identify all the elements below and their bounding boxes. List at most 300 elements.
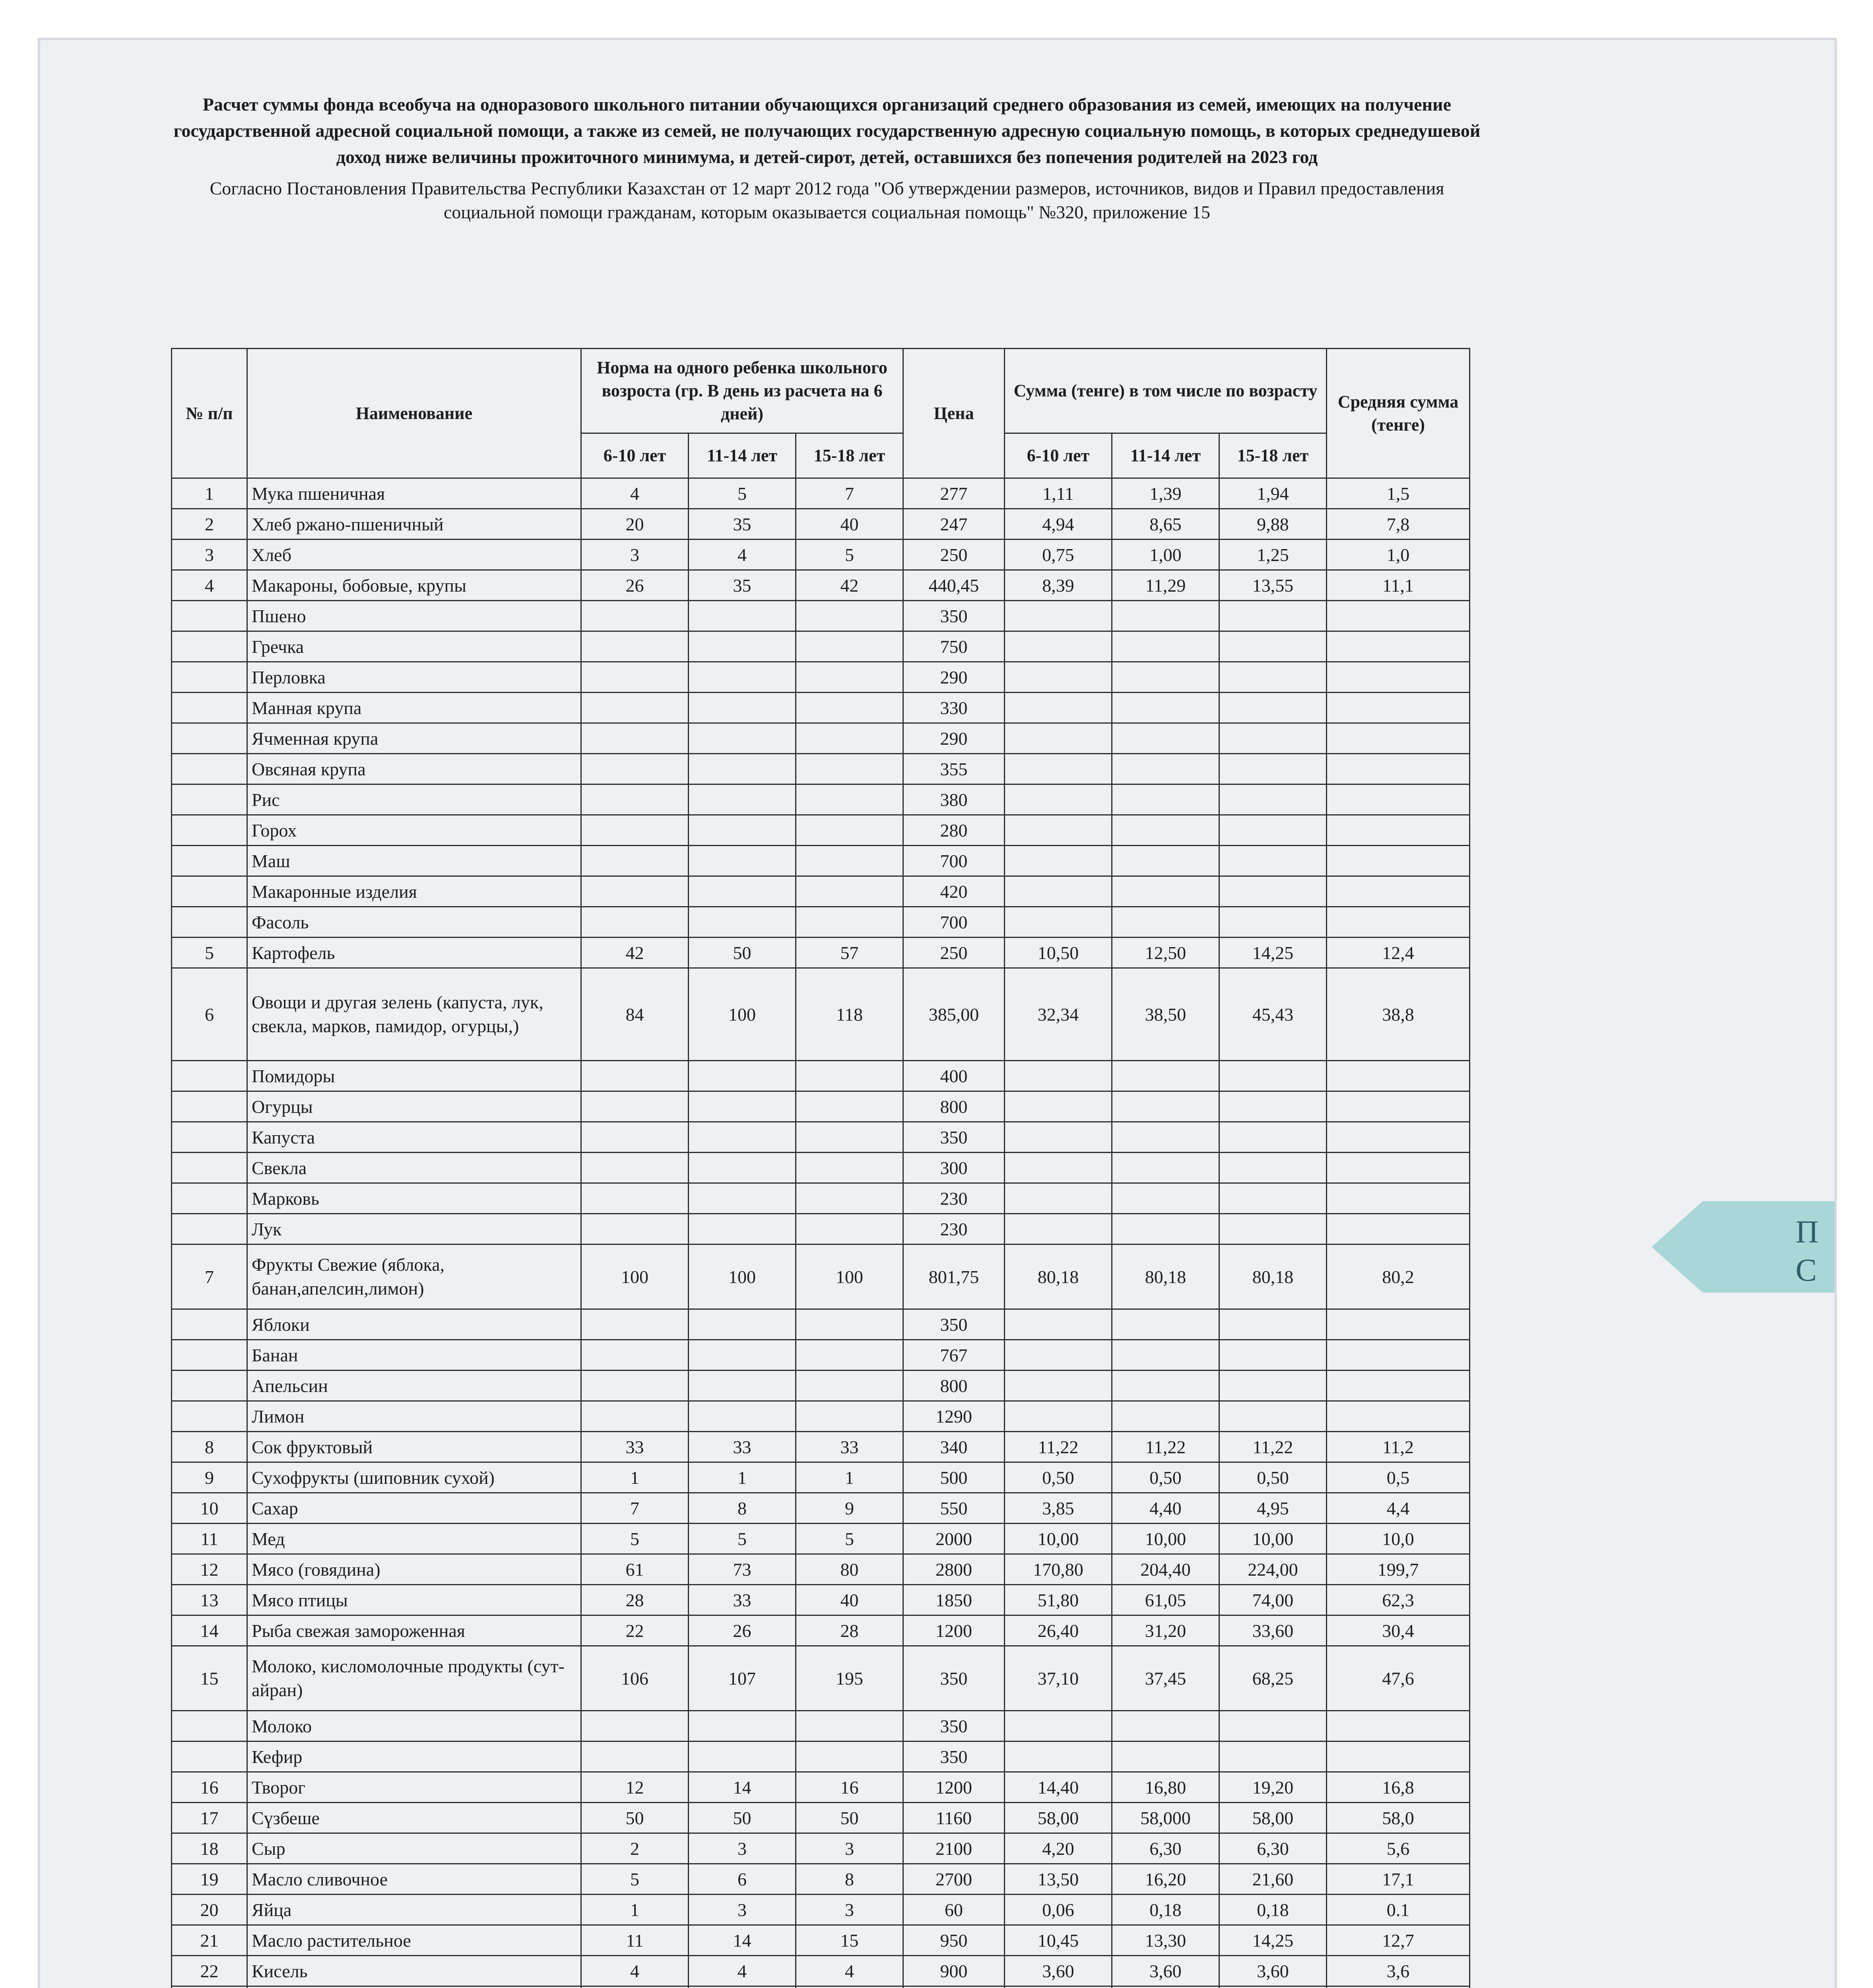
row-sum-11-14-cell: 0,50 xyxy=(1112,1462,1219,1493)
row-num-cell xyxy=(172,1340,247,1371)
row-num-cell xyxy=(172,1401,247,1432)
row-name-cell: Сок фруктовый xyxy=(247,1432,581,1462)
row-avg-cell: 30,4 xyxy=(1327,1615,1470,1646)
food-norms-table xyxy=(171,348,1470,1988)
row-sum-6-10-cell: 3,60 xyxy=(1005,1956,1112,1986)
row-norm-15-18-cell xyxy=(796,907,903,938)
row-price-cell: 800 xyxy=(903,1371,1005,1401)
table-row xyxy=(172,631,1470,662)
row-num-cell: 6 xyxy=(172,968,247,1061)
row-num-cell: 9 xyxy=(172,1462,247,1493)
row-sum-15-18-cell: 1,94 xyxy=(1219,478,1327,509)
row-norm-6-10-cell xyxy=(581,1091,689,1122)
row-norm-11-14-cell: 50 xyxy=(689,938,796,968)
row-norm-11-14-cell xyxy=(689,754,796,784)
row-num-cell xyxy=(172,1061,247,1091)
table-row xyxy=(172,1432,1470,1462)
row-sum-6-10-cell: 3,85 xyxy=(1005,1493,1112,1524)
row-price-cell: 550 xyxy=(903,1493,1005,1524)
table-row xyxy=(172,601,1470,631)
row-norm-6-10-cell xyxy=(581,784,689,815)
row-sum-11-14-cell: 1,39 xyxy=(1112,478,1219,509)
row-num-cell xyxy=(172,1371,247,1401)
row-sum-15-18-cell xyxy=(1219,1371,1327,1401)
row-price-cell: 801,75 xyxy=(903,1244,1005,1309)
row-norm-6-10-cell: 1 xyxy=(581,1462,689,1493)
row-sum-11-14-cell: 31,20 xyxy=(1112,1615,1219,1646)
header-avg: Средняя сумма (тенге) xyxy=(1327,349,1470,478)
row-norm-15-18-cell xyxy=(796,1401,903,1432)
table-row xyxy=(172,723,1470,754)
row-norm-11-14-cell xyxy=(689,815,796,846)
row-norm-11-14-cell xyxy=(689,846,796,876)
row-norm-11-14-cell xyxy=(689,1401,796,1432)
row-num-cell xyxy=(172,693,247,723)
row-avg-cell xyxy=(1327,1711,1470,1741)
row-price-cell: 60 xyxy=(903,1895,1005,1925)
row-norm-11-14-cell: 1 xyxy=(689,1462,796,1493)
row-norm-11-14-cell xyxy=(689,1986,796,1988)
row-norm-11-14-cell xyxy=(689,1183,796,1214)
row-avg-cell xyxy=(1327,1309,1470,1340)
table-row xyxy=(172,1524,1470,1554)
table-row xyxy=(172,1803,1470,1833)
row-sum-6-10-cell xyxy=(1005,1153,1112,1183)
row-num-cell xyxy=(172,876,247,907)
row-norm-6-10-cell xyxy=(581,662,689,693)
row-norm-15-18-cell xyxy=(796,1214,903,1244)
row-sum-6-10-cell: 1,11 xyxy=(1005,478,1112,509)
row-avg-cell xyxy=(1327,662,1470,693)
row-sum-15-18-cell: 68,25 xyxy=(1219,1646,1327,1711)
row-norm-11-14-cell: 100 xyxy=(689,1244,796,1309)
row-norm-11-14-cell: 4 xyxy=(689,1956,796,1986)
row-norm-11-14-cell: 107 xyxy=(689,1646,796,1711)
row-norm-15-18-cell xyxy=(796,1091,903,1122)
row-price-cell: 500 xyxy=(903,1462,1005,1493)
row-norm-15-18-cell: 3 xyxy=(796,1895,903,1925)
row-norm-6-10-cell xyxy=(581,1214,689,1244)
table-row xyxy=(172,693,1470,723)
row-sum-6-10-cell xyxy=(1005,876,1112,907)
table-row xyxy=(172,938,1470,968)
row-avg-cell: 12,7 xyxy=(1327,1925,1470,1956)
table-row xyxy=(172,1214,1470,1244)
header-num: № п/п xyxy=(172,349,247,478)
row-avg-cell: 47,6 xyxy=(1327,1646,1470,1711)
row-avg-cell: 62,3 xyxy=(1327,1585,1470,1615)
row-sum-11-14-cell xyxy=(1112,815,1219,846)
row-sum-6-10-cell: 80,18 xyxy=(1005,1244,1112,1309)
row-price-cell: 355 xyxy=(903,754,1005,784)
row-price-cell: 300 xyxy=(903,1153,1005,1183)
table-row xyxy=(172,1371,1470,1401)
row-sum-15-18-cell xyxy=(1219,1183,1327,1214)
row-norm-11-14-cell: 3 xyxy=(689,1833,796,1864)
row-avg-cell xyxy=(1327,1371,1470,1401)
row-norm-11-14-cell: 33 xyxy=(689,1432,796,1462)
table-body xyxy=(172,478,1470,1988)
row-name-cell: Фрукты Свежие (яблока, банан,апелсин,лимон) xyxy=(247,1244,581,1309)
row-norm-15-18-cell xyxy=(796,846,903,876)
row-norm-11-14-cell: 8 xyxy=(689,1493,796,1524)
row-num-cell xyxy=(172,662,247,693)
row-sum-15-18-cell xyxy=(1219,876,1327,907)
row-sum-6-10-cell: 58,00 xyxy=(1005,1803,1112,1833)
row-num-cell: 17 xyxy=(172,1803,247,1833)
row-sum-6-10-cell xyxy=(1005,784,1112,815)
row-sum-6-10-cell: 37,10 xyxy=(1005,1646,1112,1711)
row-sum-11-14-cell xyxy=(1112,662,1219,693)
row-sum-15-18-cell: 74,00 xyxy=(1219,1585,1327,1615)
row-sum-15-18-cell: 19,20 xyxy=(1219,1772,1327,1803)
row-num-cell: 13 xyxy=(172,1585,247,1615)
row-norm-6-10-cell: 42 xyxy=(581,938,689,968)
row-sum-6-10-cell: 14,40 xyxy=(1005,1772,1112,1803)
row-sum-6-10-cell xyxy=(1005,1214,1112,1244)
table-row xyxy=(172,815,1470,846)
table-row xyxy=(172,1153,1470,1183)
row-norm-6-10-cell xyxy=(581,1061,689,1091)
header-norm-age-15-18: 15-18 лет xyxy=(796,433,903,478)
row-norm-15-18-cell: 8 xyxy=(796,1864,903,1895)
row-norm-15-18-cell xyxy=(796,662,903,693)
row-sum-11-14-cell xyxy=(1112,846,1219,876)
row-price-cell: 700 xyxy=(903,846,1005,876)
row-sum-15-18-cell xyxy=(1219,662,1327,693)
row-sum-6-10-cell xyxy=(1005,1986,1112,1988)
row-avg-cell: 16,8 xyxy=(1327,1772,1470,1803)
row-name-cell: Сүзбеше xyxy=(247,1803,581,1833)
row-price-cell: 1200 xyxy=(903,1615,1005,1646)
row-sum-11-14-cell xyxy=(1112,754,1219,784)
row-price-cell: 800 xyxy=(903,1091,1005,1122)
header-sum-group: Сумма (тенге) в том числе по возрасту xyxy=(1005,349,1327,433)
row-norm-11-14-cell: 35 xyxy=(689,509,796,540)
row-norm-11-14-cell xyxy=(689,693,796,723)
row-avg-cell xyxy=(1327,815,1470,846)
row-sum-6-10-cell: 10,50 xyxy=(1005,938,1112,968)
row-sum-6-10-cell: 10,00 xyxy=(1005,1524,1112,1554)
row-price-cell: 2000 xyxy=(903,1524,1005,1554)
row-sum-15-18-cell: 14,25 xyxy=(1219,938,1327,968)
row-avg-cell xyxy=(1327,1986,1470,1988)
row-sum-6-10-cell xyxy=(1005,693,1112,723)
table-row xyxy=(172,1091,1470,1122)
row-sum-15-18-cell xyxy=(1219,815,1327,846)
row-price-cell: 1160 xyxy=(903,1803,1005,1833)
row-sum-15-18-cell: 10,00 xyxy=(1219,1524,1327,1554)
row-num-cell xyxy=(172,1153,247,1183)
row-sum-11-14-cell: 204,40 xyxy=(1112,1554,1219,1585)
row-num-cell: 21 xyxy=(172,1925,247,1956)
row-sum-6-10-cell: 8,39 xyxy=(1005,570,1112,601)
row-norm-11-14-cell xyxy=(689,601,796,631)
row-norm-11-14-cell xyxy=(689,1061,796,1091)
row-norm-11-14-cell xyxy=(689,1309,796,1340)
row-norm-15-18-cell xyxy=(796,1371,903,1401)
row-norm-11-14-cell: 26 xyxy=(689,1615,796,1646)
row-norm-11-14-cell: 5 xyxy=(689,478,796,509)
row-price-cell: 380 xyxy=(903,784,1005,815)
row-sum-15-18-cell: 6,30 xyxy=(1219,1833,1327,1864)
row-name-cell: Лимон xyxy=(247,1401,581,1432)
row-norm-15-18-cell xyxy=(796,1183,903,1214)
row-sum-15-18-cell: 11,22 xyxy=(1219,1432,1327,1462)
row-norm-15-18-cell: 57 xyxy=(796,938,903,968)
row-num-cell: 12 xyxy=(172,1554,247,1585)
row-sum-6-10-cell xyxy=(1005,1309,1112,1340)
row-sum-15-18-cell xyxy=(1219,1122,1327,1153)
row-sum-6-10-cell xyxy=(1005,815,1112,846)
row-sum-6-10-cell: 10,45 xyxy=(1005,1925,1112,1956)
row-name-cell: Мед xyxy=(247,1524,581,1554)
row-avg-cell: 1,5 xyxy=(1327,478,1470,509)
row-avg-cell: 11,1 xyxy=(1327,570,1470,601)
row-sum-6-10-cell xyxy=(1005,662,1112,693)
table-row xyxy=(172,1741,1470,1772)
row-avg-cell xyxy=(1327,723,1470,754)
row-norm-6-10-cell: 2 xyxy=(581,1833,689,1864)
row-norm-6-10-cell xyxy=(581,1340,689,1371)
row-sum-15-18-cell xyxy=(1219,1091,1327,1122)
row-price-cell: 230 xyxy=(903,1214,1005,1244)
row-norm-6-10-cell: 33 xyxy=(581,1432,689,1462)
row-num-cell: 3 xyxy=(172,540,247,570)
row-price-cell: 350 xyxy=(903,1309,1005,1340)
row-sum-6-10-cell xyxy=(1005,1061,1112,1091)
row-num-cell: 1 xyxy=(172,478,247,509)
row-num-cell: 15 xyxy=(172,1646,247,1711)
row-sum-11-14-cell: 37,45 xyxy=(1112,1646,1219,1711)
table-row xyxy=(172,1772,1470,1803)
row-sum-6-10-cell: 26,40 xyxy=(1005,1615,1112,1646)
row-num-cell xyxy=(172,754,247,784)
row-sum-6-10-cell: 0,50 xyxy=(1005,1462,1112,1493)
row-num-cell: 20 xyxy=(172,1895,247,1925)
row-sum-11-14-cell: 16,80 xyxy=(1112,1772,1219,1803)
row-norm-11-14-cell xyxy=(689,1340,796,1371)
table-row xyxy=(172,846,1470,876)
row-price-cell xyxy=(903,1986,1005,1988)
table-row xyxy=(172,478,1470,509)
row-norm-6-10-cell: 28 xyxy=(581,1585,689,1615)
row-norm-6-10-cell: 1 xyxy=(581,1895,689,1925)
row-sum-11-14-cell xyxy=(1112,1153,1219,1183)
row-name-cell: Яйца xyxy=(247,1895,581,1925)
row-sum-15-18-cell xyxy=(1219,907,1327,938)
row-avg-cell xyxy=(1327,1401,1470,1432)
row-norm-11-14-cell: 100 xyxy=(689,968,796,1061)
row-sum-6-10-cell xyxy=(1005,1340,1112,1371)
row-sum-6-10-cell xyxy=(1005,1741,1112,1772)
row-price-cell: 400 xyxy=(903,1061,1005,1091)
row-norm-11-14-cell xyxy=(689,1214,796,1244)
row-norm-6-10-cell: 5 xyxy=(581,1524,689,1554)
row-norm-15-18-cell: 4 xyxy=(796,1956,903,1986)
row-sum-15-18-cell: 0,50 xyxy=(1219,1462,1327,1493)
row-norm-6-10-cell xyxy=(581,907,689,938)
row-norm-15-18-cell: 33 xyxy=(796,1432,903,1462)
row-sum-15-18-cell xyxy=(1219,631,1327,662)
row-price-cell: 330 xyxy=(903,693,1005,723)
row-norm-6-10-cell xyxy=(581,693,689,723)
row-norm-11-14-cell: 6 xyxy=(689,1864,796,1895)
row-price-cell: 280 xyxy=(903,815,1005,846)
row-name-cell: Масло растительное xyxy=(247,1925,581,1956)
row-name-cell: Рис xyxy=(247,784,581,815)
row-name-cell: Яблоки xyxy=(247,1309,581,1340)
row-norm-6-10-cell xyxy=(581,846,689,876)
row-avg-cell: 11,2 xyxy=(1327,1432,1470,1462)
row-price-cell: 750 xyxy=(903,631,1005,662)
row-name-cell: Макароны, бобовые, крупы xyxy=(247,570,581,601)
row-avg-cell: 5,6 xyxy=(1327,1833,1470,1864)
row-sum-11-14-cell xyxy=(1112,784,1219,815)
header-norm-group: Норма на одного ребенка школьного возроста (гр. В день из расчета на 6 дней) xyxy=(581,349,903,433)
table-row xyxy=(172,968,1470,1061)
row-norm-6-10-cell: 11 xyxy=(581,1925,689,1956)
row-norm-15-18-cell: 195 xyxy=(796,1646,903,1711)
title-block xyxy=(171,91,1483,224)
row-norm-6-10-cell xyxy=(581,1309,689,1340)
row-sum-6-10-cell xyxy=(1005,723,1112,754)
row-sum-11-14-cell: 4,40 xyxy=(1112,1493,1219,1524)
row-sum-6-10-cell xyxy=(1005,601,1112,631)
row-name-cell: Капуста xyxy=(247,1122,581,1153)
row-norm-6-10-cell xyxy=(581,1183,689,1214)
row-norm-6-10-cell: 3 xyxy=(581,540,689,570)
row-avg-cell: 17,1 xyxy=(1327,1864,1470,1895)
row-sum-6-10-cell: 0,75 xyxy=(1005,540,1112,570)
row-sum-11-14-cell xyxy=(1112,1741,1219,1772)
row-avg-cell xyxy=(1327,1061,1470,1091)
row-price-cell: 2700 xyxy=(903,1864,1005,1895)
row-norm-15-18-cell: 9 xyxy=(796,1493,903,1524)
row-name-cell: Овсяная крупа xyxy=(247,754,581,784)
row-sum-6-10-cell xyxy=(1005,1122,1112,1153)
row-norm-11-14-cell: 14 xyxy=(689,1925,796,1956)
row-sum-15-18-cell xyxy=(1219,754,1327,784)
row-norm-15-18-cell: 1 xyxy=(796,1462,903,1493)
row-sum-15-18-cell xyxy=(1219,1741,1327,1772)
row-price-cell: 767 xyxy=(903,1340,1005,1371)
table-row xyxy=(172,1925,1470,1956)
row-avg-cell xyxy=(1327,1340,1470,1371)
row-price-cell: 230 xyxy=(903,1183,1005,1214)
row-name-cell: Мука пшеничная xyxy=(247,478,581,509)
row-avg-cell xyxy=(1327,1741,1470,1772)
row-sum-11-14-cell xyxy=(1112,1401,1219,1432)
row-norm-11-14-cell xyxy=(689,1371,796,1401)
row-norm-11-14-cell xyxy=(689,1091,796,1122)
row-norm-15-18-cell xyxy=(796,693,903,723)
row-sum-6-10-cell xyxy=(1005,631,1112,662)
row-name-cell: Гречка xyxy=(247,631,581,662)
row-avg-cell xyxy=(1327,1183,1470,1214)
row-price-cell: 290 xyxy=(903,662,1005,693)
row-norm-15-18-cell xyxy=(796,1309,903,1340)
row-sum-11-14-cell: 12,50 xyxy=(1112,938,1219,968)
row-name-cell: Свекла xyxy=(247,1153,581,1183)
row-sum-15-18-cell: 58,00 xyxy=(1219,1803,1327,1833)
row-avg-cell xyxy=(1327,1214,1470,1244)
table-row xyxy=(172,1061,1470,1091)
row-price-cell: 1200 xyxy=(903,1772,1005,1803)
row-norm-15-18-cell: 28 xyxy=(796,1615,903,1646)
row-sum-11-14-cell xyxy=(1112,1371,1219,1401)
table-row xyxy=(172,1864,1470,1895)
row-num-cell: 8 xyxy=(172,1432,247,1462)
row-norm-6-10-cell xyxy=(581,631,689,662)
row-norm-11-14-cell: 50 xyxy=(689,1803,796,1833)
row-num-cell xyxy=(172,631,247,662)
row-norm-6-10-cell xyxy=(581,754,689,784)
table-row xyxy=(172,784,1470,815)
table-row xyxy=(172,570,1470,601)
row-price-cell: 385,00 xyxy=(903,968,1005,1061)
row-norm-6-10-cell: 5 xyxy=(581,1864,689,1895)
row-name-cell: Маш xyxy=(247,846,581,876)
row-norm-15-18-cell: 15 xyxy=(796,1925,903,1956)
row-name-cell: Огурцы xyxy=(247,1091,581,1122)
row-num-cell xyxy=(172,1741,247,1772)
row-num-cell: 16 xyxy=(172,1772,247,1803)
row-sum-6-10-cell: 170,80 xyxy=(1005,1554,1112,1585)
row-avg-cell: 58,0 xyxy=(1327,1803,1470,1833)
row-avg-cell: 12,4 xyxy=(1327,938,1470,968)
row-num-cell xyxy=(172,1711,247,1741)
row-name-cell xyxy=(247,1986,581,1988)
row-norm-11-14-cell xyxy=(689,907,796,938)
row-sum-6-10-cell: 11,22 xyxy=(1005,1432,1112,1462)
row-norm-15-18-cell xyxy=(796,1153,903,1183)
row-price-cell: 290 xyxy=(903,723,1005,754)
row-name-cell: Ячменная крупа xyxy=(247,723,581,754)
row-sum-6-10-cell xyxy=(1005,1401,1112,1432)
row-norm-15-18-cell xyxy=(796,1741,903,1772)
row-norm-11-14-cell xyxy=(689,1711,796,1741)
row-avg-cell xyxy=(1327,631,1470,662)
row-sum-11-14-cell xyxy=(1112,1711,1219,1741)
row-sum-11-14-cell: 1,00 xyxy=(1112,540,1219,570)
row-norm-11-14-cell: 14 xyxy=(689,1772,796,1803)
row-norm-15-18-cell xyxy=(796,631,903,662)
row-norm-6-10-cell: 61 xyxy=(581,1554,689,1585)
row-name-cell: Марковь xyxy=(247,1183,581,1214)
row-sum-11-14-cell: 11,29 xyxy=(1112,570,1219,601)
header-norm-age-6-10: 6-10 лет xyxy=(581,433,689,478)
row-sum-11-14-cell xyxy=(1112,1340,1219,1371)
row-avg-cell: 7,8 xyxy=(1327,509,1470,540)
row-sum-11-14-cell: 38,50 xyxy=(1112,968,1219,1061)
table-row xyxy=(172,540,1470,570)
row-norm-6-10-cell: 7 xyxy=(581,1493,689,1524)
row-name-cell: Помидоры xyxy=(247,1061,581,1091)
row-sum-11-14-cell xyxy=(1112,876,1219,907)
row-name-cell: Мясо птицы xyxy=(247,1585,581,1615)
row-avg-cell xyxy=(1327,846,1470,876)
row-num-cell xyxy=(172,1309,247,1340)
header-sum-age-11-14: 11-14 лет xyxy=(1112,433,1219,478)
row-name-cell: Банан xyxy=(247,1340,581,1371)
row-num-cell xyxy=(172,1091,247,1122)
row-sum-15-18-cell: 4,95 xyxy=(1219,1493,1327,1524)
row-sum-11-14-cell xyxy=(1112,1091,1219,1122)
row-sum-6-10-cell xyxy=(1005,1183,1112,1214)
row-sum-11-14-cell: 11,22 xyxy=(1112,1432,1219,1462)
row-num-cell: 10 xyxy=(172,1493,247,1524)
